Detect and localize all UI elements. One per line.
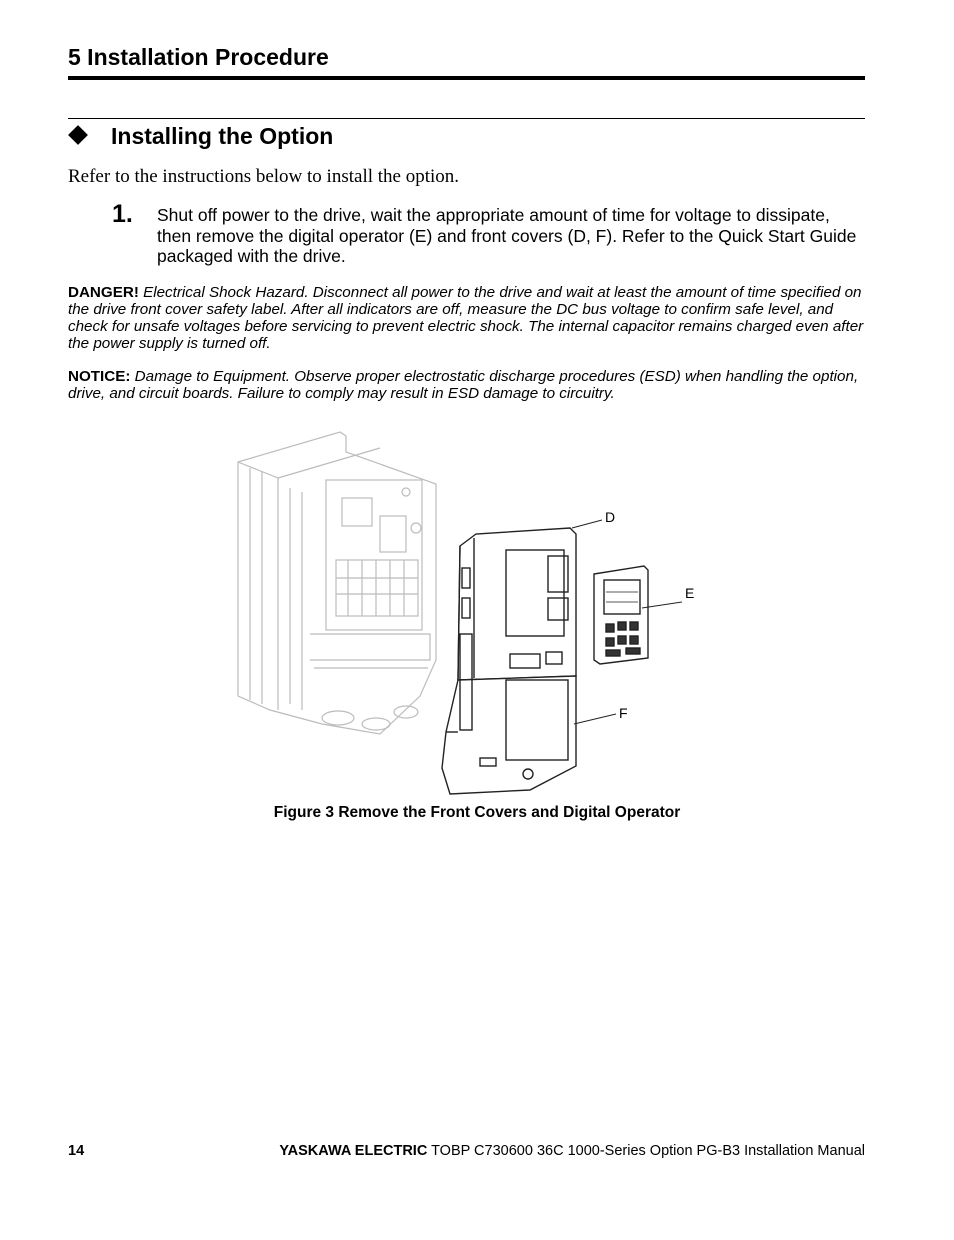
danger-warning: [68, 284, 865, 352]
section-rule: [68, 118, 865, 119]
header-rule: [68, 76, 865, 80]
callout-d-label: D: [605, 509, 616, 525]
danger-label: DANGER!: [68, 284, 139, 301]
page-number: 14: [68, 1143, 85, 1159]
drive-illustration-svg: [230, 428, 710, 800]
notice-label: NOTICE:: [68, 368, 131, 385]
figure-caption: Figure 3 Remove the Front Covers and Digital Operator: [273, 804, 681, 821]
footer-manual-title: [279, 1143, 865, 1159]
notice-warning: [68, 368, 865, 402]
footer-brand: YASKAWA ELECTRIC: [279, 1143, 428, 1159]
chapter-title: 5 Installation Procedure: [68, 44, 329, 70]
notice-message: Damage to Equipment. Observe proper electrostatic discharge procedures (ESD) when handling the option, drive, and circuit boards. Failure to comply may result in ESD damage to circuitry.: [68, 368, 859, 402]
digital-operator-e: [594, 566, 648, 664]
danger-message: Electrical Shock Hazard. Disconnect all power to the drive and wait at least the amount of time specified on the drive front cover safety label. After all indicators are off, measure the DC bus voltage to confirm safe level, and check for unsafe voltages before servicing to prevent electric shock. The internal capacitor remains charged even after the power supply is turned off.: [68, 284, 864, 352]
intro-text: Refer to the instructions below to install the option.: [68, 166, 460, 187]
callout-e-label: E: [685, 585, 695, 601]
diamond-bullet-icon: [68, 125, 88, 145]
footer-title-text: TOBP C730600 36C 1000-Series Option PG-B3 Installation Manual: [431, 1143, 865, 1159]
step-number: 1.: [112, 200, 133, 228]
section-title: Installing the Option: [111, 123, 334, 149]
front-cover-d: [458, 528, 576, 680]
step-text: Shut off power to the drive, wait the appropriate amount of time for voltage to dissipate, then remove the digital operator (E) and front covers (D, F). Refer to the Quick Start Guide packaged with the drive.: [157, 205, 857, 266]
drive-body: [238, 432, 436, 734]
callout-f-label: F: [619, 705, 628, 721]
figure-drive-illustration: [230, 428, 710, 800]
